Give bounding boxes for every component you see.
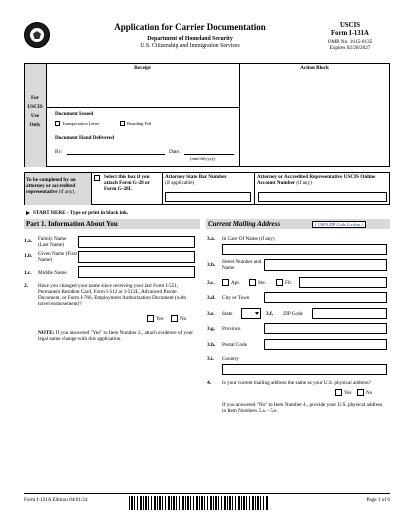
flr-checkbox[interactable] (276, 279, 283, 286)
item-num-1b: 1.b. (24, 253, 33, 259)
item-num-3g: 3.g. (207, 326, 216, 332)
item-num-3h: 3.h. (207, 342, 216, 348)
ste-checkbox[interactable] (249, 279, 256, 286)
attorney-div1 (91, 172, 92, 205)
item-num-3b: 3.b. (207, 262, 216, 268)
unit-number-field[interactable] (299, 277, 387, 288)
doc-issued-label: Document Issued (55, 111, 94, 117)
flr-label: Flr. (285, 280, 293, 286)
note-text: NOTE: If you answered "Yes" to Item Number 2., attach evidence of your legal name change with this application. (38, 330, 193, 342)
mailing-title: Current Mailing Address (208, 220, 281, 228)
footer-rule (24, 493, 390, 494)
office-divider-v2 (239, 63, 240, 167)
barcode (129, 496, 269, 510)
dhs-seal (24, 22, 50, 48)
form-title: Application for Carrier Documentation (114, 22, 266, 32)
bar-number-label: Attorney State Bar Number (165, 174, 227, 180)
item-num-3d: 3.d. (207, 295, 216, 301)
g28-label: Select this box if you attach Form G-28 or Form G-28I. (104, 174, 150, 192)
given-name-field[interactable] (78, 251, 195, 263)
ste-label: Ste. (258, 280, 266, 286)
q4-no-checkbox[interactable] (357, 389, 364, 396)
expiration: Expires 02/28/2027 (329, 45, 371, 51)
name-change-question: Have you changed your name since receiving your last Form I-551, Permanent Resident Card, Form I-512 or I-512L, Advanced Parole Document, or Form I-766, Employment Authorization Document (with travel endorsement)? (38, 283, 186, 307)
transport-checkbox[interactable] (55, 121, 60, 126)
footer-page: Page 1 of 6 (366, 497, 390, 503)
q2-no-label: No (180, 316, 187, 322)
office-divider-h (46, 107, 239, 108)
online-acct-field[interactable] (258, 192, 387, 202)
q4-no-label: No (366, 390, 373, 396)
form-number: Form I-131A (331, 30, 369, 37)
q2-yes-checkbox[interactable] (147, 315, 154, 322)
start-here: START HERE - Type or print in black ink. (33, 210, 129, 216)
zip-field[interactable] (312, 308, 387, 319)
same-address-question: Is your current mailing address the same as your U.S. physical address? (222, 380, 371, 386)
bar-if-label: (if applicable) (165, 180, 195, 186)
care-of-field[interactable] (222, 244, 387, 255)
action-block-label: Action Block (300, 65, 329, 71)
attorney-div3 (254, 172, 255, 205)
bar-number-field[interactable] (165, 192, 251, 202)
item-num-3a: 3.a. (207, 236, 216, 242)
usps-lookup-link[interactable]: ( USPS ZIP Code Lookup ) (312, 221, 366, 228)
q2-no-checkbox[interactable] (171, 315, 178, 322)
part1-title: Part 1. Information About You (26, 220, 118, 228)
item-num-4: 4. (207, 380, 212, 386)
receipt-label: Receipt (134, 65, 151, 71)
apt-label: Apt. (231, 280, 241, 286)
q4-note: If you answered "No" to Item Number 4., provide your U.S. physical address in Item Numbers 5.a. - 5.e. (222, 402, 383, 414)
postal-code-label: Postal Code (222, 342, 247, 348)
doc-delivered-label: Document Hand Delivered (55, 135, 114, 141)
transport-label: Transportation Letter (62, 121, 100, 126)
street-label: Street Number and Name (222, 259, 262, 271)
boarding-label: Boarding Foil (127, 121, 152, 126)
attorney-completed-label: To be completed by an attorney or accredited representative (if any). (26, 177, 76, 195)
office-divider-v1 (46, 63, 47, 167)
item-num-2: 2. (24, 283, 29, 289)
only-label: Only (29, 122, 41, 128)
family-name-label: Family Name (Last Name) (38, 236, 67, 248)
date-label: Date: (169, 149, 181, 155)
usps-lookup-text: USPS ZIP Code Lookup (317, 222, 361, 227)
agency-name: U.S. Citizenship and Immigration Services (140, 43, 240, 49)
item-num-3c: 3.c. (207, 280, 215, 286)
province-field[interactable] (264, 323, 387, 334)
dept-name: Department of Homeland Security (147, 36, 233, 42)
zip-label: ZIP Code (283, 311, 303, 317)
item-num-1c: 1.c. (24, 270, 32, 276)
footer-edition: Form I-131A Edition 04/01/24 (24, 497, 88, 503)
street-field[interactable] (264, 259, 387, 271)
care-of-label: In Care Of Name (if any) (222, 236, 275, 242)
q4-yes-checkbox[interactable] (335, 389, 342, 396)
use-label: Use (30, 113, 40, 119)
attorney-div2 (162, 172, 163, 205)
given-name-label: Given Name (First Name) (38, 251, 77, 263)
item-num-3e: 3.e. (207, 311, 215, 317)
start-here-arrow (26, 211, 30, 215)
family-name-field[interactable] (78, 236, 195, 248)
g28-checkbox[interactable] (94, 175, 100, 181)
province-label: Province (222, 326, 241, 332)
item-num-3f: 3.f. (266, 311, 274, 317)
q4-yes-label: Yes (344, 390, 352, 396)
apt-checkbox[interactable] (222, 279, 229, 286)
state-label: State (222, 311, 233, 317)
city-field[interactable] (264, 292, 387, 303)
omb-number: OMB No. 1615-0135 (327, 39, 373, 45)
online-acct-label: Attorney or Accredited Representative USCIS Online Account Number (if any) (257, 174, 376, 186)
for-label: For (30, 95, 40, 101)
item-num-3i: 3.i. (207, 356, 214, 362)
by-line[interactable] (67, 154, 165, 155)
by-label: By: (55, 149, 63, 155)
country-label: Country (222, 356, 240, 362)
date-format: (mm/dd/yyyy) (190, 156, 216, 161)
middle-name-label: Middle Name (38, 270, 67, 276)
date-line[interactable] (184, 154, 234, 155)
city-label: City or Town (222, 295, 250, 301)
agency-abbr: USCIS (339, 22, 361, 29)
uscis-label: USCIS (27, 104, 43, 110)
item-num-1a: 1.a. (24, 238, 33, 244)
postal-code-field[interactable] (264, 339, 387, 350)
middle-name-field[interactable] (78, 266, 195, 278)
state-dropdown-arrow (255, 312, 259, 315)
q2-yes-label: Yes (156, 316, 164, 322)
country-field[interactable] (222, 364, 387, 375)
boarding-checkbox[interactable] (120, 121, 125, 126)
